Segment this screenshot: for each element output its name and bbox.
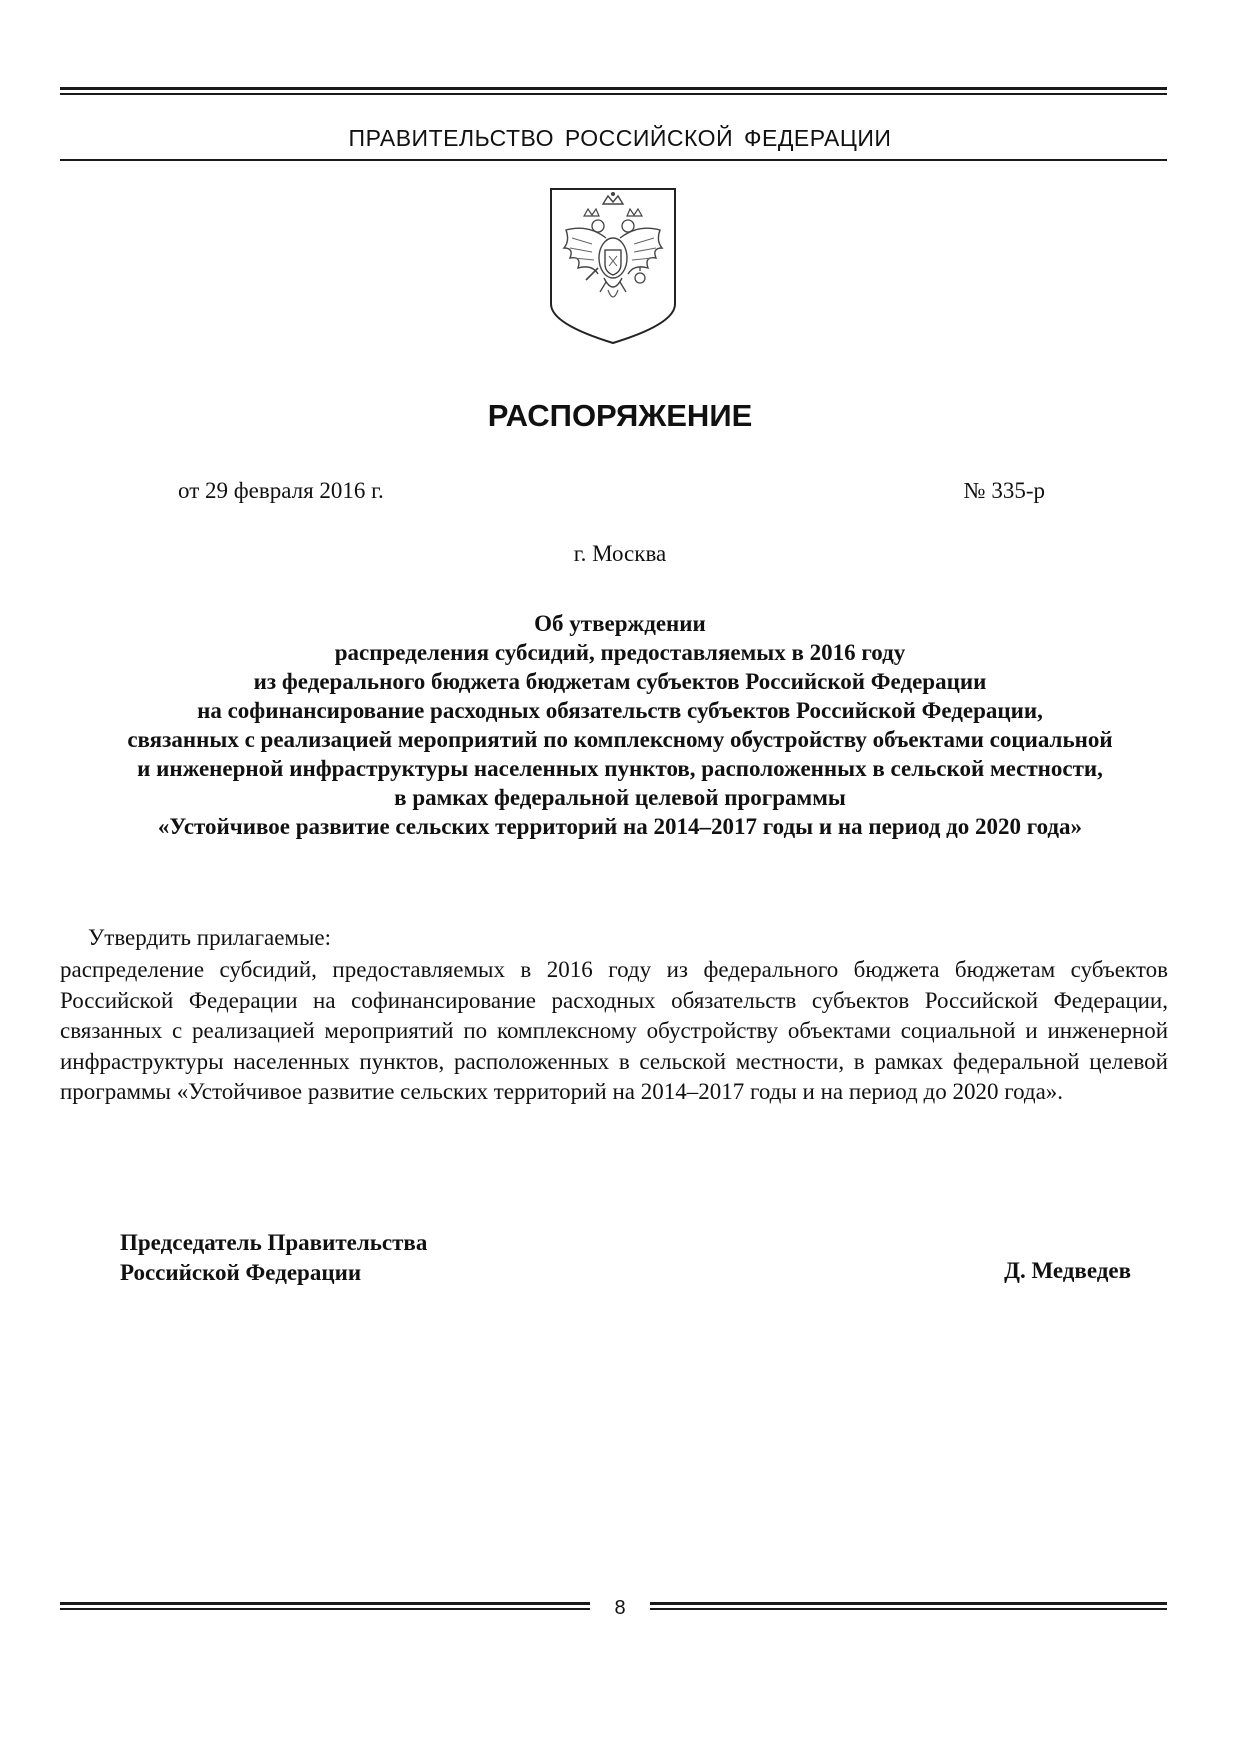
- title-line: на софинансирование расходных обязательств субъектов Российской Федерации,: [197, 698, 1043, 723]
- document-title: [60, 609, 1180, 841]
- document-date: от 29 февраля 2016 г.: [178, 478, 384, 503]
- title-line: «Устойчивое развитие сельских территорий на 2014–2017 годы и на период до 2020 года»: [157, 814, 1083, 839]
- body-text: распределение субсидий, предоставляемых в 2016 году из федерального бюджета бюджетам субъектов Российской Федерации на софинансирование расходных обязательств субъектов Российской Федерации, связанных с реализацией мероприятий по комплексному обустройству объектами социальной и инженерной инфраструктуры населенных пунктов, расположенных в сельской местности, в рамках федеральной целевой программы «Устойчивое развитие сельских территорий на 2014–2017 годы и на период до 2020 года».: [60, 957, 1168, 1104]
- signatory-position-line: Председатель Правительства: [120, 1230, 428, 1255]
- top-rule-thin: [60, 93, 1167, 95]
- title-line: и инженерной инфраструктуры населенных пунктов, расположенных в сельской местности,: [137, 756, 1103, 781]
- top-rule-thick: [60, 87, 1167, 90]
- signatory-name: Д. Медведев: [1004, 1258, 1131, 1283]
- header-underline: [60, 159, 1167, 161]
- signatory-position-line: Российской Федерации: [120, 1260, 362, 1285]
- document-type: РАСПОРЯЖЕНИЕ: [487, 398, 753, 433]
- page-number: 8: [614, 1597, 626, 1619]
- title-line: из федерального бюджета бюджетам субъектов Российской Федерации: [253, 669, 987, 694]
- body-intro: Утвердить прилагаемые:: [88, 925, 332, 950]
- document-number: № 335-р: [963, 478, 1045, 503]
- title-line: в рамках федеральной целевой программы: [394, 785, 846, 810]
- title-line: Об утверждении: [534, 611, 706, 636]
- footer-rule-right-thick: [650, 1602, 1167, 1605]
- title-line: связанных с реализацией мероприятий по комплексному обустройству объектами социальной: [127, 727, 1113, 752]
- footer-rule-left-thick: [60, 1602, 590, 1605]
- title-line: распределения субсидий, предоставляемых в 2016 году: [334, 640, 906, 665]
- document-city: г. Москва: [573, 541, 667, 566]
- organization-header: ПРАВИТЕЛЬСТВО РОССИЙСКОЙ ФЕДЕРАЦИИ: [348, 125, 892, 151]
- coat-of-arms-icon: [548, 186, 678, 346]
- footer-rule-right-thin: [650, 1608, 1167, 1610]
- signatory-position: [120, 1228, 427, 1288]
- footer-rule-left-thin: [60, 1608, 590, 1610]
